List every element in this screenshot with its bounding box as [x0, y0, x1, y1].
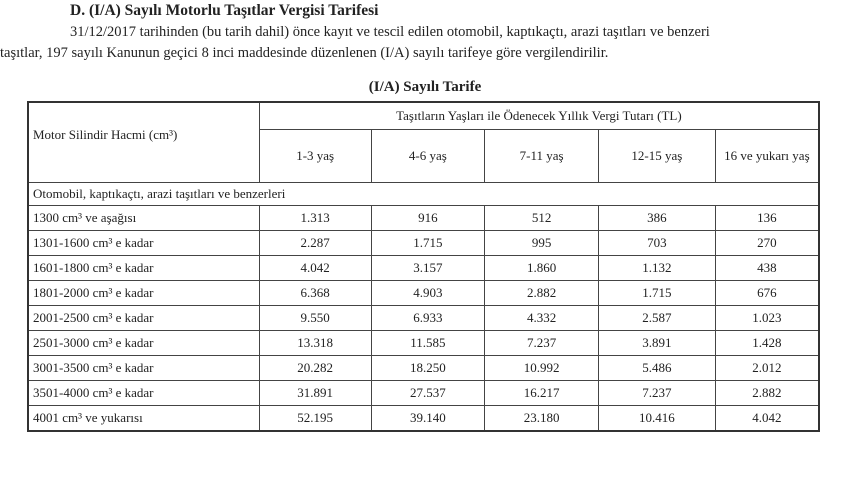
table-title: (I/A) Sayılı Tarife: [368, 79, 482, 95]
cell: 4.903: [371, 280, 485, 305]
intro-line-1-text: 31/12/2017 tarihinden (bu tarih dahil) önce kayıt ve tescil edilen otomobil, kaptıkaçtı, arazi taşıtları ve benzeri: [70, 24, 710, 40]
cell: 27.537: [371, 380, 485, 405]
cell: 1.023: [715, 305, 819, 330]
cell: 1.715: [598, 280, 715, 305]
cell: 23.180: [485, 405, 599, 431]
age-header: 16 ve yukarı yaş: [715, 129, 819, 182]
cell: 386: [598, 205, 715, 230]
section-row: [28, 182, 819, 205]
age-header: 12-15 yaş: [598, 129, 715, 182]
row-label: 3001-3500 cm³ e kadar: [28, 355, 259, 380]
table-row: [28, 405, 819, 431]
row-label: 1801-2000 cm³ e kadar: [28, 280, 259, 305]
cell: 9.550: [259, 305, 371, 330]
cell: 512: [485, 205, 599, 230]
cell: 7.237: [598, 380, 715, 405]
cell: 7.237: [485, 330, 599, 355]
cell: 18.250: [371, 355, 485, 380]
page-heading: D. (I/A) Sayılı Motorlu Taşıtlar Vergisi Tarifesi: [70, 2, 379, 19]
row-label: 2501-3000 cm³ e kadar: [28, 330, 259, 355]
cell: 10.992: [485, 355, 599, 380]
cell: 2.882: [485, 280, 599, 305]
cell: 2.012: [715, 355, 819, 380]
motor-volume-header: Motor Silindir Hacmi (cm³): [28, 102, 259, 182]
cell: 20.282: [259, 355, 371, 380]
cell: 1.313: [259, 205, 371, 230]
age-header: 1-3 yaş: [259, 129, 371, 182]
row-label: 1300 cm³ ve aşağısı: [28, 205, 259, 230]
cell: 1.860: [485, 255, 599, 280]
cell: 1.715: [371, 230, 485, 255]
cell: 2.587: [598, 305, 715, 330]
cell: 4.042: [259, 255, 371, 280]
table-row: [28, 230, 819, 255]
cell: 1.132: [598, 255, 715, 280]
row-label: 2001-2500 cm³ e kadar: [28, 305, 259, 330]
age-header: 4-6 yaş: [371, 129, 485, 182]
cell: 703: [598, 230, 715, 255]
cell: 3.891: [598, 330, 715, 355]
cell: 3.157: [371, 255, 485, 280]
cell: 2.287: [259, 230, 371, 255]
cell: 438: [715, 255, 819, 280]
intro-line-1: [0, 22, 850, 43]
age-header: 7-11 yaş: [485, 129, 599, 182]
table-header-row-group: [28, 102, 819, 129]
table-row: [28, 305, 819, 330]
table-row: [28, 380, 819, 405]
cell: 136: [715, 205, 819, 230]
cell: 31.891: [259, 380, 371, 405]
cell: 39.140: [371, 405, 485, 431]
cell: 10.416: [598, 405, 715, 431]
tax-table: [27, 101, 820, 432]
cell: 6.368: [259, 280, 371, 305]
cell: 6.933: [371, 305, 485, 330]
cell: 4.042: [715, 405, 819, 431]
cell: 16.217: [485, 380, 599, 405]
age-group-header: Taşıtların Yaşları ile Ödenecek Yıllık Vergi Tutarı (TL): [259, 102, 819, 129]
cell: 676: [715, 280, 819, 305]
cell: 11.585: [371, 330, 485, 355]
table-row: [28, 280, 819, 305]
cell: 270: [715, 230, 819, 255]
table-row: [28, 330, 819, 355]
cell: 1.428: [715, 330, 819, 355]
intro-paragraph: [0, 22, 850, 64]
row-label: 4001 cm³ ve yukarısı: [28, 405, 259, 431]
table-row: [28, 355, 819, 380]
section-label: Otomobil, kaptıkaçtı, arazi taşıtları ve benzerleri: [28, 182, 819, 205]
table-row: [28, 205, 819, 230]
cell: 916: [371, 205, 485, 230]
cell: 13.318: [259, 330, 371, 355]
cell: 52.195: [259, 405, 371, 431]
table-row: [28, 255, 819, 280]
intro-line-2: taşıtlar, 197 sayılı Kanunun geçici 8 inci maddesinde düzenlenen (I/A) sayılı tarifeye göre vergilendirilir.: [0, 45, 609, 61]
cell: 4.332: [485, 305, 599, 330]
cell: 995: [485, 230, 599, 255]
row-label: 3501-4000 cm³ e kadar: [28, 380, 259, 405]
row-label: 1601-1800 cm³ e kadar: [28, 255, 259, 280]
cell: 5.486: [598, 355, 715, 380]
cell: 2.882: [715, 380, 819, 405]
row-label: 1301-1600 cm³ e kadar: [28, 230, 259, 255]
